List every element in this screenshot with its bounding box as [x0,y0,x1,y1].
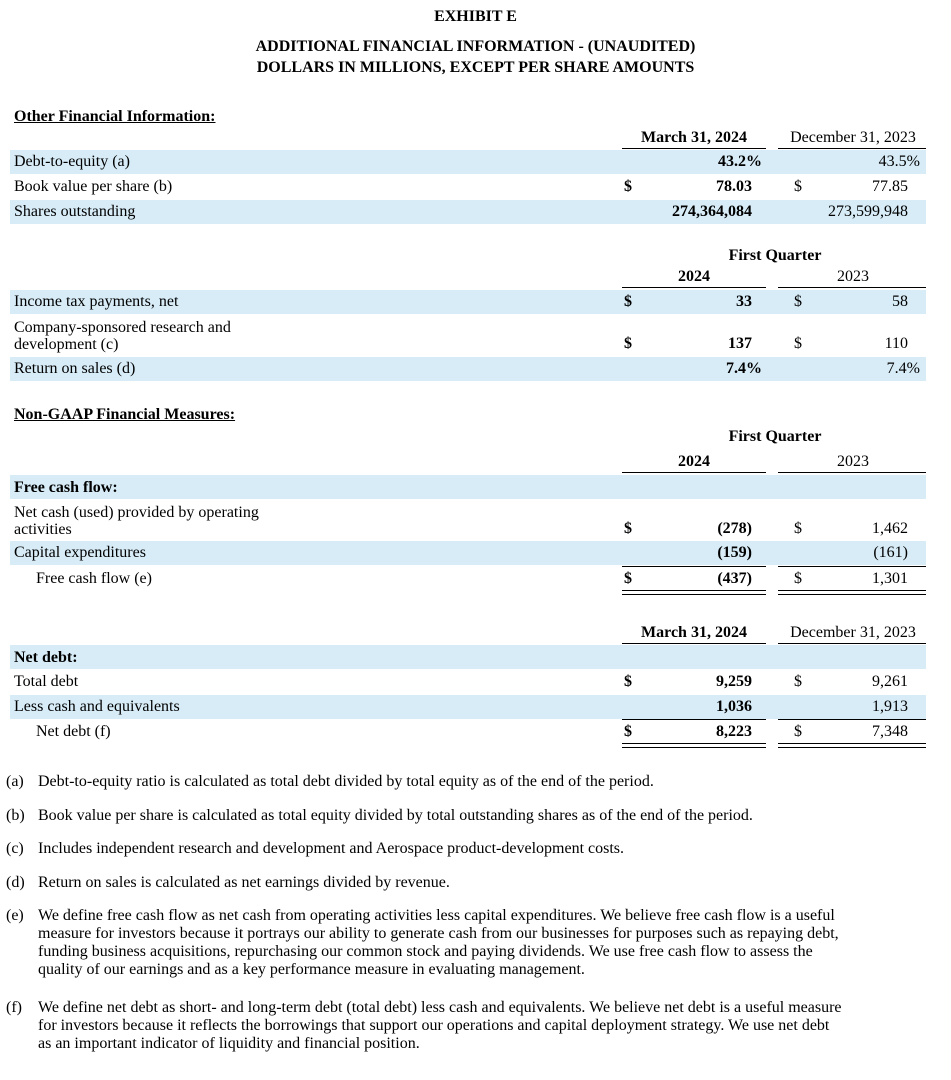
row-fcf-heading [10,475,926,499]
report-title: ADDITIONAL FINANCIAL INFORMATION - (UNAUDITED) [255,38,696,55]
value-current: 1,036 [716,698,752,715]
value-prior: 1,301 [872,570,908,587]
non-gaap-title: Non-GAAP Financial Measures: [14,406,236,423]
row-net-debt-heading [10,645,926,669]
value-prior: 9,261 [872,673,908,690]
row-free-cash-flow [10,567,926,591]
footnote-key: (a) [6,773,24,790]
value-prior: 1,462 [872,520,908,537]
section-heading: Free cash flow: [14,479,118,496]
dollar-sign: $ [794,178,802,195]
row-label: Shares outstanding [14,203,136,220]
dollar-sign: $ [794,520,802,537]
row-label: Book value per share (b) [14,178,173,195]
col-header-dec-2023: December 31, 2023 [790,129,916,146]
footnote-c [6,840,926,858]
row-capex [10,541,926,565]
period-header: First Quarter [728,247,822,264]
footnote-key: (f) [6,999,22,1016]
row-net-debt [10,720,926,744]
row-label: Free cash flow (e) [36,570,152,587]
col-header-2023: 2023 [837,268,869,285]
col-header-dec-2023: December 31, 2023 [790,624,916,641]
dollar-sign: $ [794,335,802,352]
row-label: Income tax payments, net [14,293,179,310]
value-current: 43.2% [718,153,762,170]
row-label: Total debt [14,673,79,690]
value-current: (437) [717,570,752,587]
row-research-development [10,315,926,355]
col-underline [622,472,766,473]
footnote-text: quality of our earnings and as a key performance measure in evaluating management. [38,961,585,978]
row-label: Debt-to-equity (a) [14,153,130,170]
dollar-sign: $ [624,178,632,195]
value-prior: 77.85 [872,178,908,195]
total-double-line [622,743,766,748]
footnote-d [6,874,926,892]
dollar-sign: $ [794,570,802,587]
footnote-a [6,773,926,791]
row-operating-cash [10,501,926,539]
col-header-2023: 2023 [837,453,869,470]
dollar-sign: $ [794,723,802,740]
col-underline [778,148,926,149]
value-current: 33 [736,293,752,310]
col-underline [622,643,766,644]
value-prior: 43.5% [878,153,920,170]
total-double-line [778,743,926,748]
footnote-text: Return on sales is calculated as net earnings divided by revenue. [38,874,450,891]
footnote-text: We define free cash flow as net cash from operating activities less capital expenditures. We believe free cash flow is a useful [38,907,835,924]
row-label: Company-sponsored research and [14,319,231,336]
total-double-line [778,590,926,595]
row-label: Less cash and equivalents [14,698,180,715]
footnote-text: funding business acquisitions, repurchasing our common stock and paying dividends. We use free cash flow to assess the [38,943,813,960]
row-label: Capital expenditures [14,544,146,561]
footnote-key: (e) [6,907,24,924]
value-prior: 7,348 [872,723,908,740]
footnote-f [6,999,926,1053]
col-header-march-2024: March 31, 2024 [641,129,747,146]
period-header: First Quarter [728,428,822,445]
dollar-sign: $ [624,293,632,310]
value-current: 137 [728,335,752,352]
other-financial-title: Other Financial Information: [14,108,216,125]
row-cash-equivalents [10,695,926,719]
row-label: Return on sales (d) [14,360,136,377]
row-label-continued: development (c) [14,336,119,353]
footnote-text: measure for investors because it portrays our ability to generate cash from our businesses for purposes such as repaying debt, [38,925,839,942]
value-current: (278) [717,520,752,537]
row-shares-outstanding [10,200,926,224]
col-header-2024: 2024 [678,453,710,470]
value-current: 7.4% [726,360,762,377]
dollar-sign: $ [794,293,802,310]
row-label-continued: activities [14,521,72,538]
value-prior: (161) [873,544,908,561]
dollar-sign: $ [624,673,632,690]
col-underline [622,287,766,288]
dollar-sign: $ [794,673,802,690]
footnote-text: for investors because it reflects the borrowings that support our operations and capital deployment strategy. We use net debt [38,1017,830,1034]
row-return-on-sales [10,357,926,381]
dollar-sign: $ [624,520,632,537]
dollar-sign: $ [624,723,632,740]
footnote-key: (d) [6,874,25,891]
value-current: 8,223 [716,723,752,740]
value-current: 9,259 [716,673,752,690]
dollar-sign: $ [624,570,632,587]
col-header-march-2024: March 31, 2024 [641,624,747,641]
value-prior: 273,599,948 [828,203,908,220]
col-underline [778,287,926,288]
row-debt-to-equity [10,150,926,174]
row-label: Net debt (f) [36,723,111,740]
row-total-debt [10,670,926,694]
value-prior: 58 [892,293,908,310]
col-underline [778,643,926,644]
footnote-text: as an important indicator of liquidity and financial position. [38,1035,420,1052]
footnote-b [6,807,926,825]
value-current: (159) [717,544,752,561]
value-current: 78.03 [716,178,752,195]
footnote-e [6,907,926,979]
value-current: 274,364,084 [672,203,752,220]
section-heading: Net debt: [14,649,78,666]
exhibit-title: EXHIBIT E [434,8,517,25]
col-header-2024: 2024 [678,268,710,285]
footnote-text: We define net debt as short- and long-term debt (total debt) less cash and equivalents. We believe net debt is a useful measure [38,999,842,1016]
row-book-value [10,175,926,199]
col-underline [622,148,766,149]
report-subtitle: DOLLARS IN MILLIONS, EXCEPT PER SHARE AMOUNTS [256,59,695,76]
value-prior: 1,913 [872,698,908,715]
value-prior: 7.4% [886,360,920,377]
dollar-sign: $ [624,335,632,352]
footnote-key: (b) [6,807,25,824]
footnote-text: Debt-to-equity ratio is calculated as total debt divided by total equity as of the end of the period. [38,773,654,790]
row-label: Net cash (used) provided by operating [14,504,259,521]
value-prior: 110 [884,335,908,352]
footnote-text: Includes independent research and development and Aerospace product-development costs. [38,840,625,857]
total-double-line [622,590,766,595]
footnote-key: (c) [6,840,24,857]
col-underline [778,472,926,473]
footnote-text: Book value per share is calculated as total equity divided by total outstanding shares as of the end of the period. [38,807,753,824]
row-income-tax [10,290,926,314]
